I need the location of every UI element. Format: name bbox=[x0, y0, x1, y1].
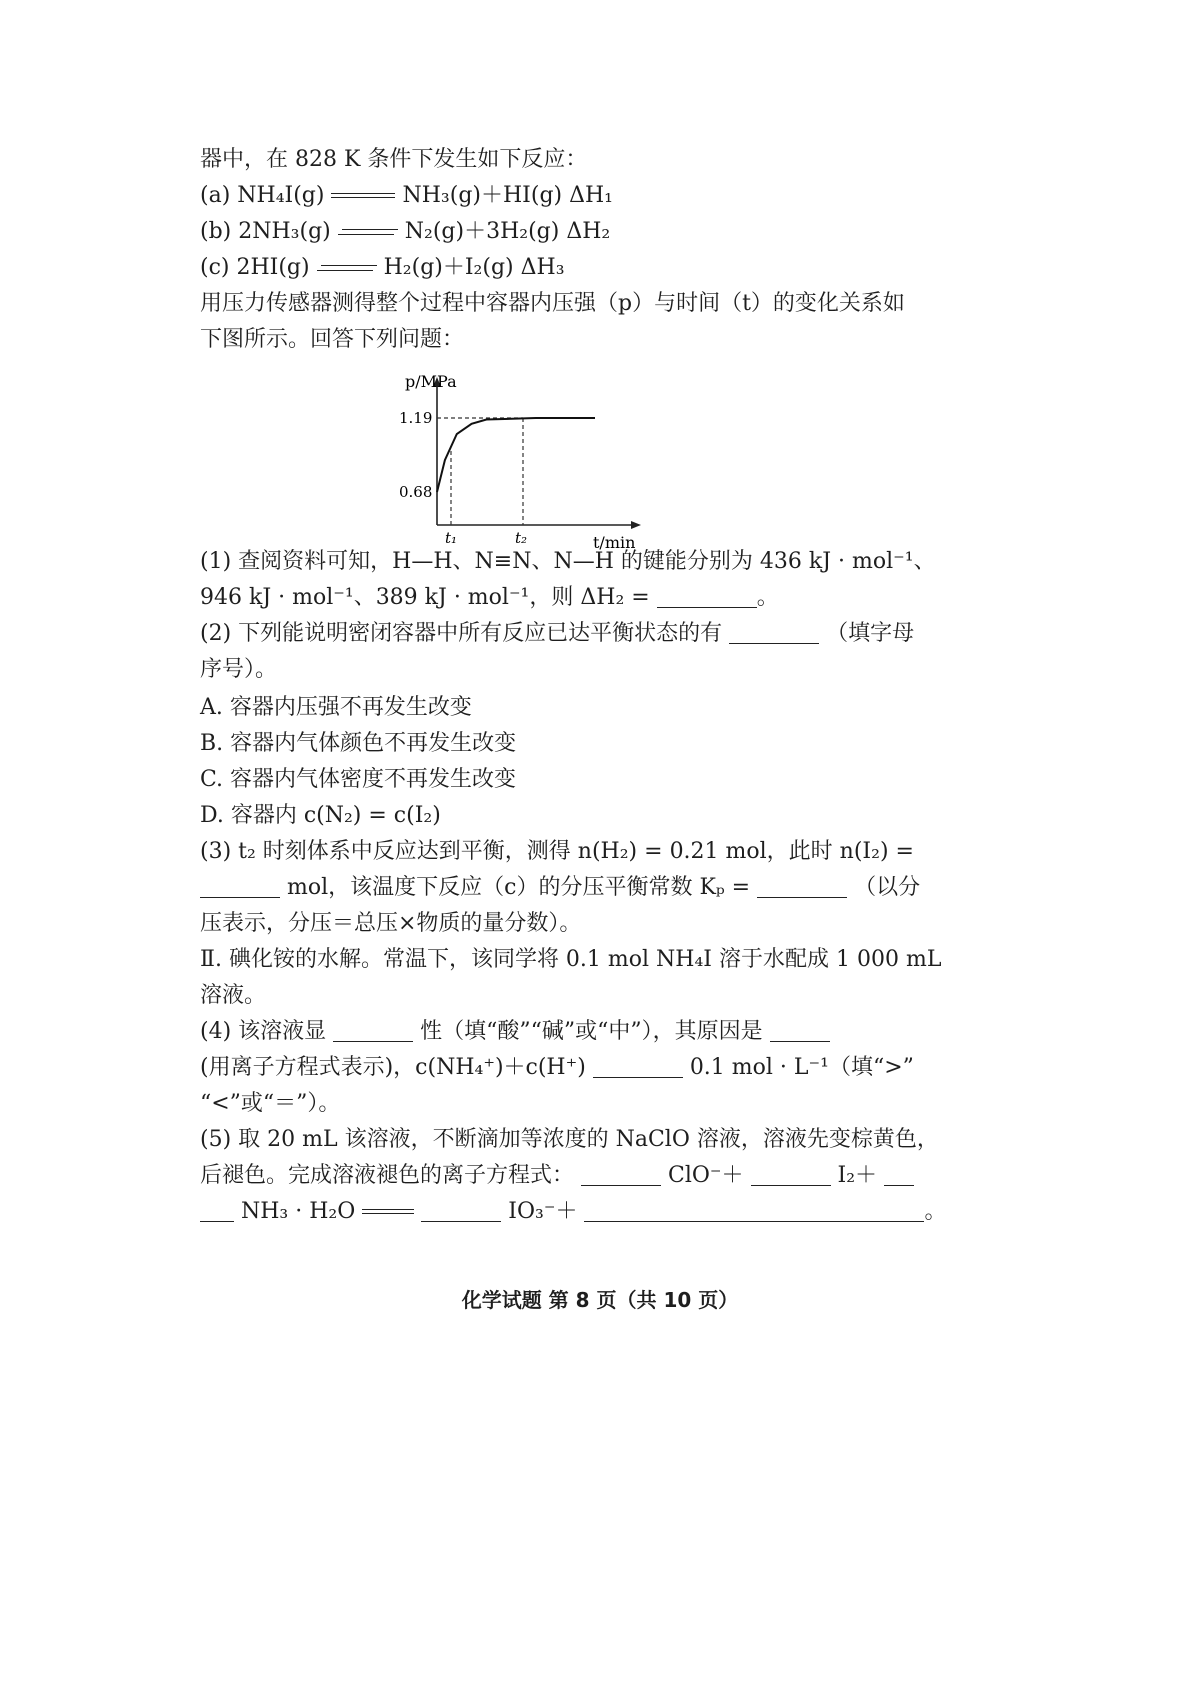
q5-io3-coef-blank[interactable] bbox=[421, 1197, 501, 1222]
x-axis-label: t/min bbox=[593, 533, 636, 552]
q2-option-a: A. 容器内压强不再发生改变 bbox=[200, 695, 472, 720]
reaction-c-left: (c) 2HI(g) bbox=[200, 255, 310, 280]
q5-nh3-coef-blank-start[interactable] bbox=[884, 1161, 914, 1186]
q3-line-2 bbox=[200, 870, 920, 906]
q5-text: 后褪色。完成溶液褪色的离子方程式： bbox=[200, 1163, 575, 1188]
q4-nature-blank[interactable] bbox=[333, 1017, 413, 1042]
pressure-time-chart bbox=[395, 365, 655, 555]
reversible-arrow-icon bbox=[317, 262, 377, 274]
q4-text-mid: 性（填“酸”“碱”或“中”），其原因是 bbox=[420, 1019, 763, 1044]
reaction-b-left: (b) 2NH₃(g) bbox=[200, 219, 331, 244]
q2-answer-blank[interactable] bbox=[729, 619, 819, 644]
q5-clo-coef-blank[interactable] bbox=[581, 1161, 661, 1186]
q2-line-1 bbox=[200, 616, 920, 652]
q5-products-blank[interactable] bbox=[584, 1197, 924, 1222]
reaction-c bbox=[200, 250, 920, 286]
q2-option-b: B. 容器内气体颜色不再发生改变 bbox=[200, 731, 517, 756]
q5-i2: I₂＋ bbox=[837, 1163, 878, 1188]
q4-compare-blank[interactable] bbox=[593, 1053, 683, 1078]
x-axis-arrow-icon bbox=[631, 521, 641, 529]
q3-line-1: (3) t₂ 时刻体系中反应达到平衡，测得 n(H₂) = 0.21 mol，此时 n(I₂) = bbox=[200, 839, 914, 864]
reaction-a bbox=[200, 178, 920, 214]
q4-text-2-end: 0.1 mol · L⁻¹（填“>” bbox=[689, 1055, 914, 1080]
q5-i2-coef-blank[interactable] bbox=[751, 1161, 831, 1186]
reaction-b-right: N₂(g)＋3H₂(g) ΔH₂ bbox=[404, 219, 611, 244]
q4-line-2 bbox=[200, 1050, 920, 1086]
q5-end: 。 bbox=[924, 1199, 947, 1224]
measure-line-1: 用压力传感器测得整个过程中容器内压强（p）与时间（t）的变化关系如 bbox=[200, 291, 905, 316]
q2-option-d: D. 容器内 c(N₂) = c(I₂) bbox=[200, 803, 441, 828]
q2-text-end: （填字母 bbox=[826, 621, 915, 646]
q4-text: (4) 该溶液显 bbox=[200, 1019, 327, 1044]
q3-kp-blank[interactable] bbox=[757, 873, 847, 898]
q2-text: (2) 下列能说明密闭容器中所有反应已达平衡状态的有 bbox=[200, 621, 723, 646]
q1-answer-blank[interactable] bbox=[657, 583, 757, 608]
q1-text: 946 kJ · mol⁻¹、389 kJ · mol⁻¹，则 ΔH₂ = bbox=[200, 585, 650, 610]
y-axis-label: p/MPa bbox=[405, 372, 457, 391]
q5-line-2 bbox=[200, 1158, 920, 1194]
q3-text-end: （以分 bbox=[854, 875, 921, 900]
q5-nh3: NH₃ · H₂O bbox=[241, 1199, 356, 1224]
reaction-c-right: H₂(g)＋I₂(g) ΔH₃ bbox=[383, 255, 565, 280]
q4-text-2: (用离子方程式表示)，c(NH₄⁺)＋c(H⁺) bbox=[200, 1055, 586, 1080]
reversible-arrow-icon bbox=[338, 226, 398, 238]
q5-line-3 bbox=[200, 1194, 947, 1230]
part2-line-1: Ⅱ. 碘化铵的水解。常温下，该同学将 0.1 mol NH₄I 溶于水配成 1 000 mL bbox=[200, 947, 942, 972]
q5-clo: ClO⁻＋ bbox=[668, 1163, 744, 1188]
page-content bbox=[200, 142, 947, 1230]
q2-line-2: 序号）。 bbox=[200, 657, 278, 682]
q3-line-3: 压表示，分压＝总压×物质的量分数）。 bbox=[200, 911, 582, 936]
q1-line-2 bbox=[200, 580, 920, 616]
x-tick-label-t1: t₁ bbox=[445, 529, 458, 547]
q1-end: 。 bbox=[756, 585, 779, 610]
measure-line-2: 下图所示。回答下列问题： bbox=[200, 327, 465, 352]
x-tick-label-t2: t₂ bbox=[515, 529, 528, 547]
part2-line-2: 溶液。 bbox=[200, 983, 267, 1008]
q3-text: mol，该温度下反应（c）的分压平衡常数 Kₚ = bbox=[287, 875, 751, 900]
q4-line-3: “<”或“＝”）。 bbox=[200, 1091, 341, 1116]
reaction-b bbox=[200, 214, 920, 250]
equilibrium-arrow-icon bbox=[362, 1207, 414, 1217]
intro-line: 器中，在 828 K 条件下发生如下反应： bbox=[200, 147, 588, 172]
reaction-a-right: NH₃(g)＋HI(g) ΔH₁ bbox=[402, 183, 613, 208]
q5-io3: IO₃⁻＋ bbox=[508, 1199, 578, 1224]
page-footer: 化学试题 第 8 页（共 10 页） bbox=[461, 1288, 739, 1312]
q4-reason-blank[interactable] bbox=[770, 1017, 830, 1042]
pressure-curve bbox=[437, 418, 595, 492]
q2-option-c: C. 容器内气体密度不再发生改变 bbox=[200, 767, 517, 792]
y-tick-label-high: 1.19 bbox=[399, 409, 433, 427]
y-tick-label-low: 0.68 bbox=[399, 483, 433, 501]
q3-ni2-blank[interactable] bbox=[200, 873, 280, 898]
reaction-a-left: (a) NH₄I(g) bbox=[200, 183, 325, 208]
q1-line-1: (1) 查阅资料可知，H—H、N≡N、N—H 的键能分别为 436 kJ · mol⁻¹、 bbox=[200, 549, 936, 574]
q5-nh3-coef-blank[interactable] bbox=[200, 1197, 234, 1222]
equilibrium-arrow-icon bbox=[331, 191, 395, 201]
q4-line-1 bbox=[200, 1014, 920, 1050]
q5-line-1: (5) 取 20 mL 该溶液，不断滴加等浓度的 NaClO 溶液，溶液先变棕黄色， bbox=[200, 1127, 939, 1152]
